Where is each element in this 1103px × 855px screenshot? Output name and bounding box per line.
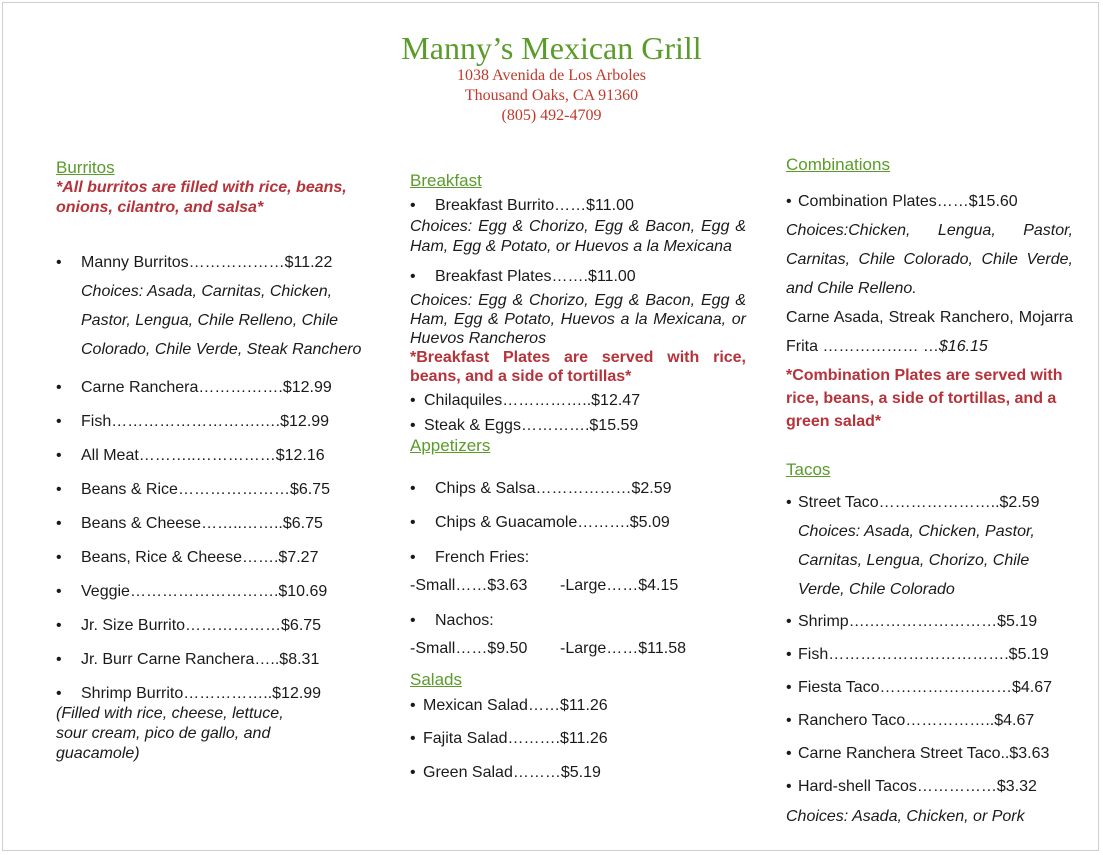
bullet-icon: •	[56, 617, 62, 634]
list-item	[786, 640, 1073, 669]
bullet-icon: •	[786, 679, 792, 696]
item-text: Green Salad………$5.19	[423, 764, 601, 781]
menu-item-manny-burritos	[56, 248, 368, 364]
item-text: Fish…………………………….$5.19	[798, 646, 1049, 663]
bullet-icon: •	[410, 764, 416, 781]
item-text: Carne Ranchera…………….$12.99	[81, 379, 332, 396]
list-item	[410, 729, 746, 749]
bullet-icon: •	[410, 612, 416, 629]
item-text: Street Taco…………………..$2.59	[798, 494, 1040, 511]
bullet-icon: •	[56, 515, 62, 532]
menu-item-chips-guacamole	[410, 513, 746, 533]
address-line-2: Thousand Oaks, CA 91360	[464, 87, 639, 104]
bullet-icon: •	[410, 697, 416, 714]
item-text: Beans & Rice…………………$6.75	[81, 481, 330, 498]
menu-item-french-fries	[410, 548, 746, 568]
bullet-icon: •	[56, 481, 62, 498]
fries-small-price: -Small……$3.63	[410, 577, 528, 594]
item-text: Combination Plates……$15.60	[798, 193, 1018, 210]
middle-column	[410, 171, 746, 783]
menu-item-steak-eggs	[410, 416, 746, 436]
bullet-icon: •	[410, 549, 416, 566]
list-item	[56, 412, 368, 446]
menu-item-chilaquiles	[410, 391, 746, 411]
special-text: Carne Asada, Streak Ranchero, Mojarra Frita ……………… …	[786, 309, 1073, 355]
combination-choices: Choices:Chicken, Lengua, Pastor, Carnitas, Chile Colorado, Chile Verde, and Chile Relleno.	[786, 222, 1073, 297]
bullet-icon: •	[56, 685, 62, 702]
burrito-list	[56, 378, 368, 704]
item-choices: Choices: Asada, Carnitas, Chicken, Pastor, Lengua, Chile Relleno, Chile Colorado, Chile Verde, Steak Ranchero	[81, 283, 362, 358]
bullet-icon: •	[410, 197, 416, 214]
nachos-sizes	[410, 639, 746, 659]
bullet-icon: •	[786, 646, 792, 663]
menu-header	[0, 30, 1103, 126]
nachos-large-price: -Large……$11.58	[560, 640, 686, 657]
list-item	[56, 616, 368, 650]
item-text: Fish……………………….….$12.99	[81, 413, 330, 430]
bullet-icon: •	[56, 583, 62, 600]
item-text: Chilaquiles……………..$12.47	[424, 392, 641, 409]
item-text: French Fries:	[435, 549, 530, 566]
item-text: Shrimp….……………………$5.19	[798, 613, 1038, 630]
list-item	[786, 772, 1073, 801]
burritos-note: *All burritos are filled with rice, beans, onions, cilantro, and salsa*	[56, 179, 347, 216]
bullet-icon: •	[786, 778, 792, 795]
breakfast-heading: Breakfast	[410, 171, 482, 190]
list-item	[56, 684, 368, 704]
bullet-icon: •	[410, 268, 416, 285]
bullet-icon: •	[410, 480, 416, 497]
combinations-block	[786, 187, 1073, 361]
list-item	[56, 514, 368, 548]
item-text: Carne Ranchera Street Taco..$3.63	[798, 745, 1050, 762]
street-taco-choices: Choices: Asada, Chicken, Pastor, Carnitas, Lengua, Chorizo, Chile Verde, Chile Colorado	[798, 523, 1035, 598]
list-item	[56, 582, 368, 616]
item-text: Breakfast Burrito……$11.00	[435, 197, 634, 214]
phone-number: (805) 492-4709	[501, 107, 602, 124]
bullet-icon: •	[56, 651, 62, 668]
bullet-icon: •	[410, 417, 416, 434]
item-text: Hard-shell Tacos……………$3.32	[798, 778, 1037, 795]
bullet-icon: •	[786, 494, 792, 511]
breakfast-plates-note: *Breakfast Plates are served with rice, beans, and a side of tortillas*	[410, 349, 746, 385]
item-text: Jr. Size Burrito………………$6.75	[81, 617, 322, 634]
menu-item-street-taco	[786, 488, 1073, 604]
shrimp-burrito-note: (Filled with rice, cheese, lettuce, sour cream, pico de gallo, and guacamole)	[56, 705, 284, 762]
item-text: Manny Burritos………………$11.22	[81, 254, 333, 271]
bullet-icon: •	[410, 730, 416, 747]
item-text: Ranchero Taco……………..$4.67	[798, 712, 1035, 729]
item-text: Breakfast Plates…….$11.00	[435, 268, 636, 285]
appetizers-heading: Appetizers	[410, 436, 491, 455]
list-item	[786, 706, 1073, 735]
list-item	[56, 480, 368, 514]
item-text: All Meat………..……………$12.16	[81, 447, 325, 464]
combination-special	[786, 303, 1073, 361]
item-text: Jr. Burr Carne Ranchera…..$8.31	[81, 651, 320, 668]
list-item	[56, 446, 368, 480]
bullet-icon: •	[56, 413, 62, 430]
item-text: Nachos:	[435, 612, 494, 629]
address-line-1: 1038 Avenida de Los Arboles	[456, 67, 646, 84]
list-item	[786, 607, 1073, 636]
menu-item-breakfast-plates	[410, 267, 746, 287]
burritos-column	[56, 158, 368, 764]
bullet-icon: •	[410, 514, 416, 531]
bullet-icon: •	[56, 447, 62, 464]
menu-item-chips-salsa	[410, 479, 746, 499]
bullet-icon: •	[786, 745, 792, 762]
taco-choices: Choices: Asada, Chicken, or Pork	[786, 808, 1025, 825]
list-item	[786, 673, 1073, 702]
list-item	[786, 739, 1073, 768]
special-price: $16.15	[938, 338, 988, 355]
right-column	[786, 155, 1073, 831]
list-item	[56, 378, 368, 412]
item-text: Chips & Salsa………………$2.59	[435, 480, 672, 497]
tacos-heading: Tacos	[786, 460, 831, 479]
combination-note: *Combination Plates are served with rice, beans, a side of tortillas, and a green salad*	[786, 367, 1063, 430]
item-text: Beans & Cheese……..……..$6.75	[81, 515, 323, 532]
bullet-icon: •	[410, 392, 416, 409]
combinations-heading: Combinations	[786, 155, 890, 174]
item-text: Veggie……………………….$10.69	[81, 583, 328, 600]
menu-item-breakfast-burrito	[410, 196, 746, 216]
tacos-list	[786, 488, 1073, 831]
restaurant-title: Manny’s Mexican Grill	[401, 30, 702, 66]
item-text: Shrimp Burrito……………..$12.99	[81, 685, 322, 702]
list-item	[56, 650, 368, 684]
bullet-icon: •	[786, 613, 792, 630]
menu-item-combination-plates	[786, 187, 1073, 216]
menu-item-nachos	[410, 611, 746, 631]
list-item	[410, 696, 746, 716]
fries-large-price: -Large……$4.15	[560, 577, 679, 594]
item-text: Steak & Eggs………….$15.59	[424, 417, 639, 434]
item-text: Fiesta Taco……………….……$4.67	[798, 679, 1053, 696]
bullet-icon: •	[786, 712, 792, 729]
list-item	[56, 548, 368, 582]
item-text: Chips & Guacamole……….$5.09	[435, 514, 670, 531]
item-text: Mexican Salad……$11.26	[423, 697, 608, 714]
bullet-icon: •	[56, 379, 62, 396]
item-text: Fajita Salad……….$11.26	[423, 730, 608, 747]
salads-heading: Salads	[410, 670, 462, 689]
nachos-small-price: -Small……$9.50	[410, 640, 528, 657]
breakfast-burrito-choices: Choices: Egg & Chorizo, Egg & Bacon, Egg & Ham, Egg & Potato, or Huevos a la Mexicana	[410, 218, 746, 255]
bullet-icon: •	[56, 549, 62, 566]
french-fries-sizes	[410, 576, 746, 596]
list-item	[410, 763, 746, 783]
bullet-icon: •	[56, 254, 62, 271]
item-text: Beans, Rice & Cheese…….$7.27	[81, 549, 319, 566]
breakfast-plates-choices: Choices: Egg & Chorizo, Egg & Bacon, Egg & Ham, Egg & Potato, Huevos a la Mexicana, or Huevos Rancheros	[410, 292, 746, 347]
bullet-icon: •	[786, 193, 792, 210]
burritos-heading: Burritos	[56, 158, 115, 177]
